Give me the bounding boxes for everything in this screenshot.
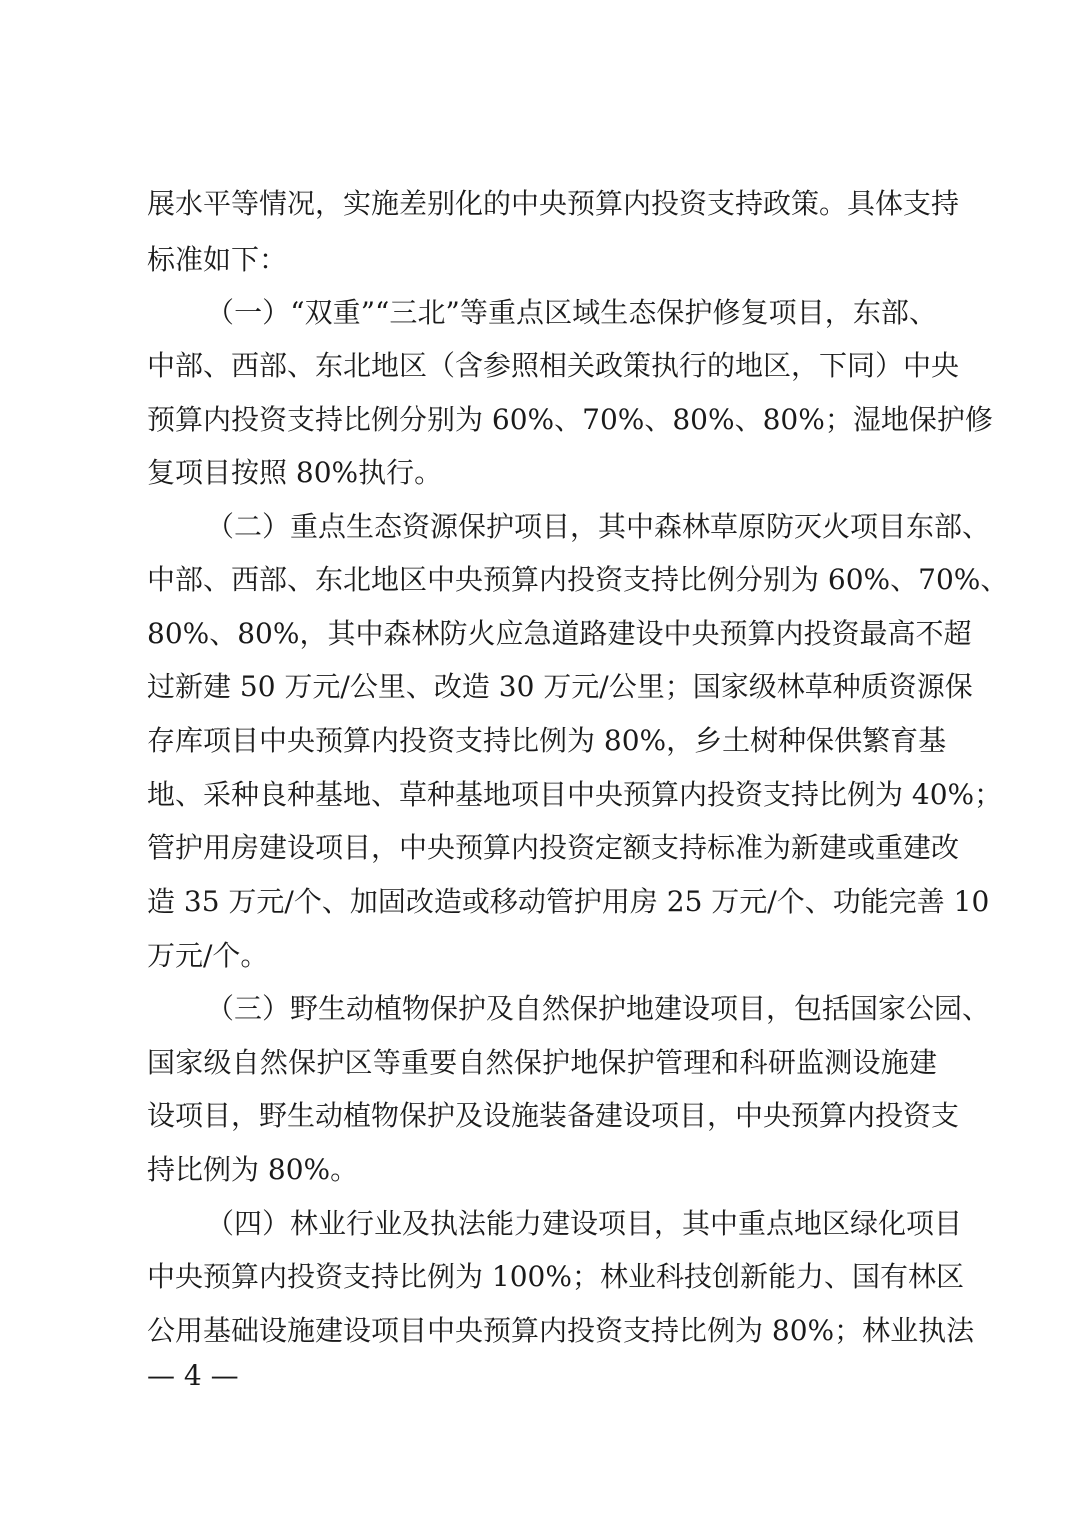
body-line: 中部、西部、东北地区（含参照相关政策执行的地区，下同）中央 — [147, 349, 960, 382]
body-line: 80%、80%，其中森林防火应急道路建设中央预算内投资最高不超 — [147, 617, 972, 650]
section-heading-line: （三）野生动植物保护及自然保护地建设项目，包括国家公园、 — [206, 992, 991, 1025]
section-heading-line: （一）“双重”“三北”等重点区域生态保护修复项目，东部、 — [206, 296, 937, 329]
body-line: 管护用房建设项目，中央预算内投资定额支持标准为新建或重建改 — [147, 831, 960, 864]
section-heading-line: （二）重点生态资源保护项目，其中森林草原防灭火项目东部、 — [206, 510, 991, 543]
body-line: 中央预算内投资支持比例为 100%；林业科技创新能力、国有林区 — [147, 1260, 964, 1293]
body-line: 过新建 50 万元/公里、改造 30 万元/公里；国家级林草种质资源保 — [147, 670, 973, 703]
page-number: — 4 — — [147, 1359, 239, 1392]
body-line: 造 35 万元/个、加固改造或移动管护用房 25 万元/个、功能完善 10 — [147, 885, 990, 918]
body-line: 地、采种良种基地、草种基地项目中央预算内投资支持比例为 40%； — [147, 778, 1003, 811]
body-line: 复项目按照 80%执行。 — [147, 456, 443, 489]
body-line: 预算内投资支持比例分别为 60%、70%、80%、80%；湿地保护修 — [147, 403, 993, 436]
body-line: 设项目，野生动植物保护及设施装备建设项目，中央预算内投资支 — [147, 1099, 960, 1132]
body-line: 中部、西部、东北地区中央预算内投资支持比例分别为 60%、70%、 — [147, 563, 1009, 596]
body-line: 国家级自然保护区等重要自然保护地保护管理和科研监测设施建 — [147, 1046, 937, 1079]
body-line: 展水平等情况，实施差别化的中央预算内投资支持政策。具体支持 — [147, 187, 960, 220]
body-line: 持比例为 80%。 — [147, 1153, 359, 1186]
body-line: 万元/个。 — [147, 939, 269, 972]
body-line: 标准如下： — [147, 243, 288, 276]
section-heading-line: （四）林业行业及执法能力建设项目，其中重点地区绿化项目 — [206, 1207, 963, 1240]
body-line: 存库项目中央预算内投资支持比例为 80%，乡土树种保供繁育基 — [147, 724, 947, 757]
body-line: 公用基础设施建设项目中央预算内投资支持比例为 80%；林业执法 — [147, 1314, 975, 1347]
